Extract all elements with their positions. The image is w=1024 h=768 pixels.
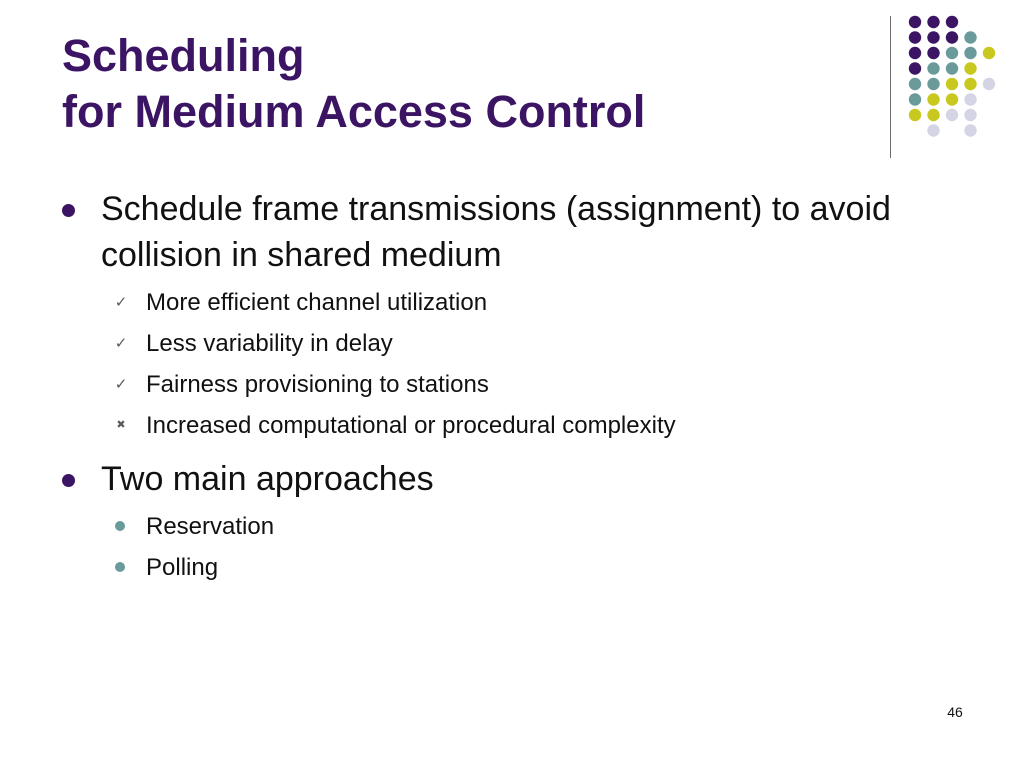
sub-bullet-text: Reservation — [146, 513, 275, 540]
title-line-2: for Medium Access Control — [62, 86, 646, 137]
sub-bullet-text: Less variability in delay — [146, 330, 393, 357]
sub-bullet-list — [0, 506, 1000, 588]
bullet-text: Two main approaches — [101, 460, 434, 498]
sub-bullet-text: Increased computational or procedural complexity — [146, 412, 676, 439]
decorative-dot — [927, 16, 939, 28]
sub-bullet-item — [0, 506, 1000, 547]
sub-bullet-item — [0, 364, 1000, 405]
decorative-dot — [964, 109, 976, 121]
decorative-dot — [909, 62, 921, 74]
sub-bullet-text: Polling — [146, 554, 219, 581]
check-icon: ✓ — [114, 335, 128, 352]
cross-icon: ✖ — [116, 419, 126, 431]
decorative-dot — [927, 78, 939, 90]
decorative-dot — [909, 78, 921, 90]
decorative-dot — [946, 16, 958, 28]
sub-bullet-item — [0, 405, 1000, 446]
check-icon: ✓ — [114, 294, 128, 311]
sub-bullet-item — [0, 282, 1000, 323]
decorative-dot — [964, 47, 976, 59]
decorative-dot — [909, 109, 921, 121]
decorative-dot — [964, 78, 976, 90]
bullet-item — [0, 456, 941, 502]
vertical-divider — [890, 16, 891, 158]
decorative-dot — [909, 47, 921, 59]
sub-bullet-list — [0, 282, 1000, 446]
check-icon: ✓ — [114, 376, 128, 393]
decorative-dot — [964, 31, 976, 43]
decorative-dot — [946, 62, 958, 74]
bullet-text: Schedule frame transmissions (assignment) to avoid collision in shared medium — [101, 190, 891, 274]
sub-bullet-item — [0, 323, 1000, 364]
decorative-dot — [946, 47, 958, 59]
decorative-dot — [909, 16, 921, 28]
decorative-dot — [927, 31, 939, 43]
decorative-dot — [927, 62, 939, 74]
dot-bullet-icon — [115, 521, 125, 531]
decorative-dot — [983, 78, 995, 90]
bullet-dot-icon — [62, 204, 75, 217]
decorative-dot — [909, 31, 921, 43]
bullet-dot-icon — [62, 474, 75, 487]
decorative-dot — [946, 78, 958, 90]
bullet-group-1 — [0, 186, 1000, 446]
page-number: 46 — [947, 704, 963, 720]
decorative-dot — [964, 93, 976, 105]
sub-bullet-text: Fairness provisioning to stations — [146, 371, 489, 398]
decorative-dot — [983, 47, 995, 59]
bullet-group-2 — [0, 456, 1000, 588]
slide-title — [62, 28, 862, 140]
dot-bullet-icon — [115, 562, 125, 572]
decorative-dot — [927, 124, 939, 136]
decorative-dot — [927, 109, 939, 121]
decorative-dot — [946, 93, 958, 105]
bullet-item — [0, 186, 941, 278]
slide-content — [0, 186, 1000, 588]
decorative-dot — [946, 31, 958, 43]
decorative-dot — [927, 47, 939, 59]
title-line-1: Scheduling — [62, 30, 305, 81]
decorative-dot — [946, 109, 958, 121]
decorative-dot — [909, 93, 921, 105]
decorative-dot — [964, 62, 976, 74]
decorative-dot-grid — [905, 12, 1005, 142]
sub-bullet-item — [0, 547, 1000, 588]
sub-bullet-text: More efficient channel utilization — [146, 289, 488, 316]
decorative-dot — [927, 93, 939, 105]
decorative-dot — [964, 124, 976, 136]
